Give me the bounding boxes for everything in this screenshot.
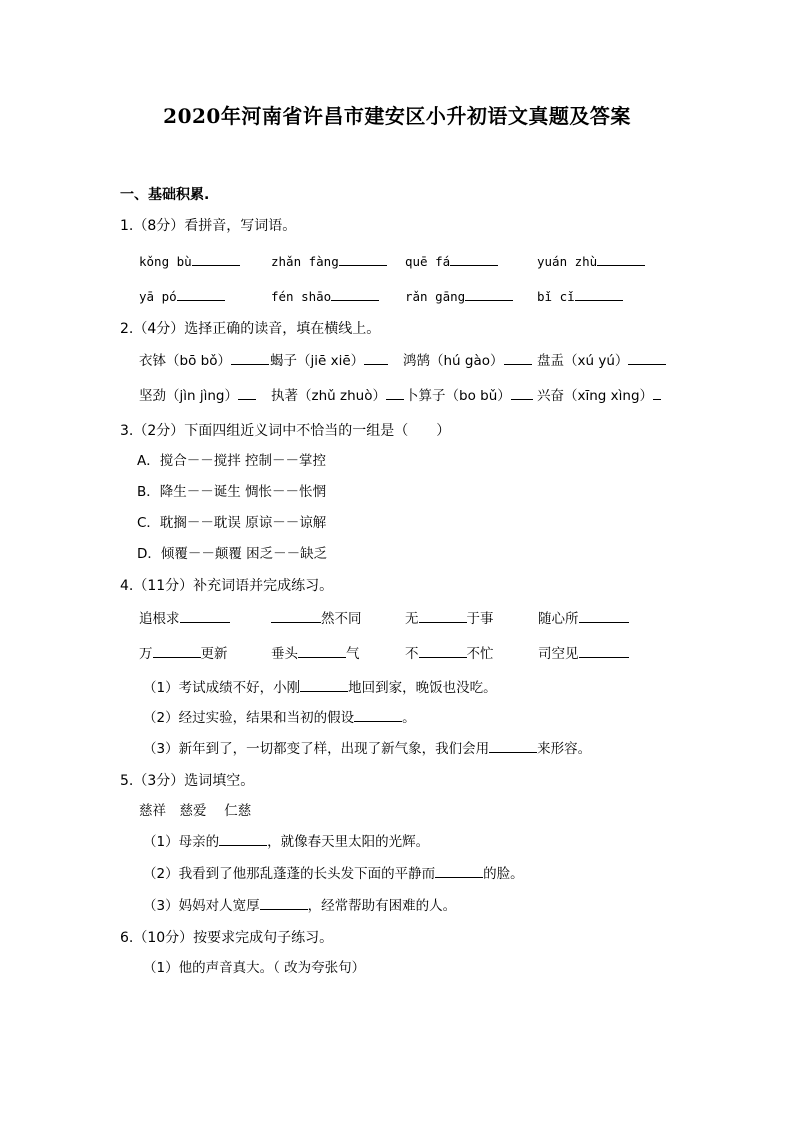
reading-item: 盘盂（xú yú） [537,355,666,369]
idiom-item: 追根求 [139,613,230,627]
pinyin-item: fén shāo [271,291,379,304]
idiom-item: 垂头 气 [271,646,360,662]
pinyin-item: yā pó [139,291,225,304]
subquestion: （3）妈妈对人宽厚 ，经常帮助有困难的人。 [143,898,457,914]
reading-item: 衣钵（bō bǒ） [139,355,269,369]
idiom-item: 随心所 [538,613,629,627]
idiom-item: 司空见 [538,648,629,662]
pinyin-item: yuán zhù [537,256,645,269]
pinyin-item: rǎn gāng [405,291,513,304]
section-heading: 一、基础积累. [120,187,210,203]
subquestion: （2）经过实验，结果和当初的假设 。 [143,710,416,726]
subquestion: （3）新年到了，一切都变了样，出现了新气象，我们会用 来形容。 [143,741,592,757]
idiom-item: 无 于事 [405,611,494,627]
option-b: B．降生－－诞生 惆怅－－怅惘 [137,484,327,500]
question-5-stem: 5.（3分）选词填空。 [120,773,255,789]
subquestion: （1）考试成绩不好，小刚 地回到家，晚饭也没吃。 [143,680,497,696]
idiom-item: 万 更新 [139,646,228,662]
pinyin-item: zhǎn fàng [271,256,387,269]
reading-item: 鸿鹄（hú gào） [403,355,532,369]
subquestion: （1）母亲的 ，就像春天里太阳的光辉。 [143,834,430,850]
question-6-stem: 6.（10分）按要求完成句子练习。 [120,930,334,946]
subquestion: （2）我看到了他那乱蓬蓬的长头发下面的平静而 的脸。 [143,866,524,882]
question-4-stem: 4.（11分）补充词语并完成练习。 [120,578,334,594]
reading-item: 卜算子（bo bǔ） [405,390,533,404]
reading-item: 执著（zhǔ zhuò） [271,390,404,404]
pinyin-item: quē fá [405,256,498,269]
idiom-item: 然不同 [271,613,362,627]
question-3-stem: 3.（2分）下面四组近义词中不恰当的一组是（ ） [120,423,451,439]
reading-item: 蝎子（jiē xiē） [270,355,388,369]
subquestion: （1）他的声音真大。（ 改为夸张句） [143,960,366,976]
reading-item: 兴奋（xīng xìng） [537,390,661,404]
word-choices: 慈祥 慈爱 仁慈 [139,803,252,819]
pinyin-item: bǐ cǐ [537,291,623,304]
option-a: A．搅合－－搅拌 控制－－掌控 [137,453,327,469]
pinyin-item: kǒng bù [139,256,240,269]
question-2-stem: 2.（4分）选择正确的读音，填在横线上。 [120,321,381,337]
question-1-stem: 1.（8分）看拼音，写词语。 [120,218,297,234]
idiom-item: 不 不忙 [405,646,494,662]
reading-item: 坚劲（jìn jìng） [139,390,256,404]
option-d: D．倾覆－－颠覆 困乏－－缺乏 [137,546,328,562]
option-c: C．耽搁－－耽误 原谅－－谅解 [137,515,327,531]
page-title: 2020年河南省许昌市建安区小升初语文真题及答案 [163,104,631,128]
